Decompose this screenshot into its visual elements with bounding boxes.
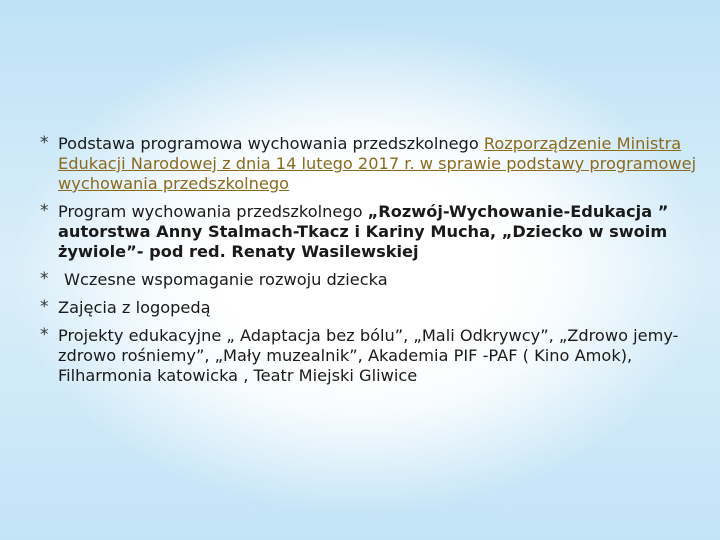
bullet-text: Zajęcia z logopedą (58, 298, 211, 317)
bullet-star-icon: * (40, 325, 49, 345)
bullet-text: Projekty edukacyjne „ Adaptacja bez bólu”, „Mali Odkrywcy”, „Zdrowo jemy- zdrowo rośniemy”, „Mały muzealnik”, Akademia PIF -PAF ( Kino Amok), Filharmonia katowicka , Teatr Miejski Gliwice (58, 326, 679, 385)
bullet-text: Wczesne wspomaganie rozwoju dziecka (64, 270, 388, 289)
bullet-item-projects (38, 326, 698, 386)
regulation-link[interactable]: Rozporządzenie Ministra Edukacji Narodowej z dnia 14 lutego 2017 r. w sprawie podstawy programowej wychowania przedszkolnego (58, 134, 697, 193)
bullet-item-speech-therapy (38, 298, 698, 318)
program-titles: „Rozwój-Wychowanie-Edukacja ” autorstwa Anny Stalmach-Tkacz i Kariny Mucha, „Dziecko w swoim żywiole”- pod red. Renaty Wasilewskiej (58, 202, 669, 261)
bullet-list (38, 134, 698, 394)
bullet-item-core-curriculum (38, 134, 698, 194)
bullet-text: Podstawa programowa wychowania przedszkolnego (58, 134, 484, 153)
bullet-star-icon: * (40, 201, 49, 221)
bullet-star-icon: * (40, 297, 49, 317)
bullet-item-education-program (38, 202, 698, 262)
bullet-item-early-support (38, 270, 698, 290)
bullet-star-icon: * (40, 133, 49, 153)
bullet-star-icon: * (40, 269, 49, 289)
bullet-text: Program wychowania przedszkolnego (58, 202, 368, 221)
